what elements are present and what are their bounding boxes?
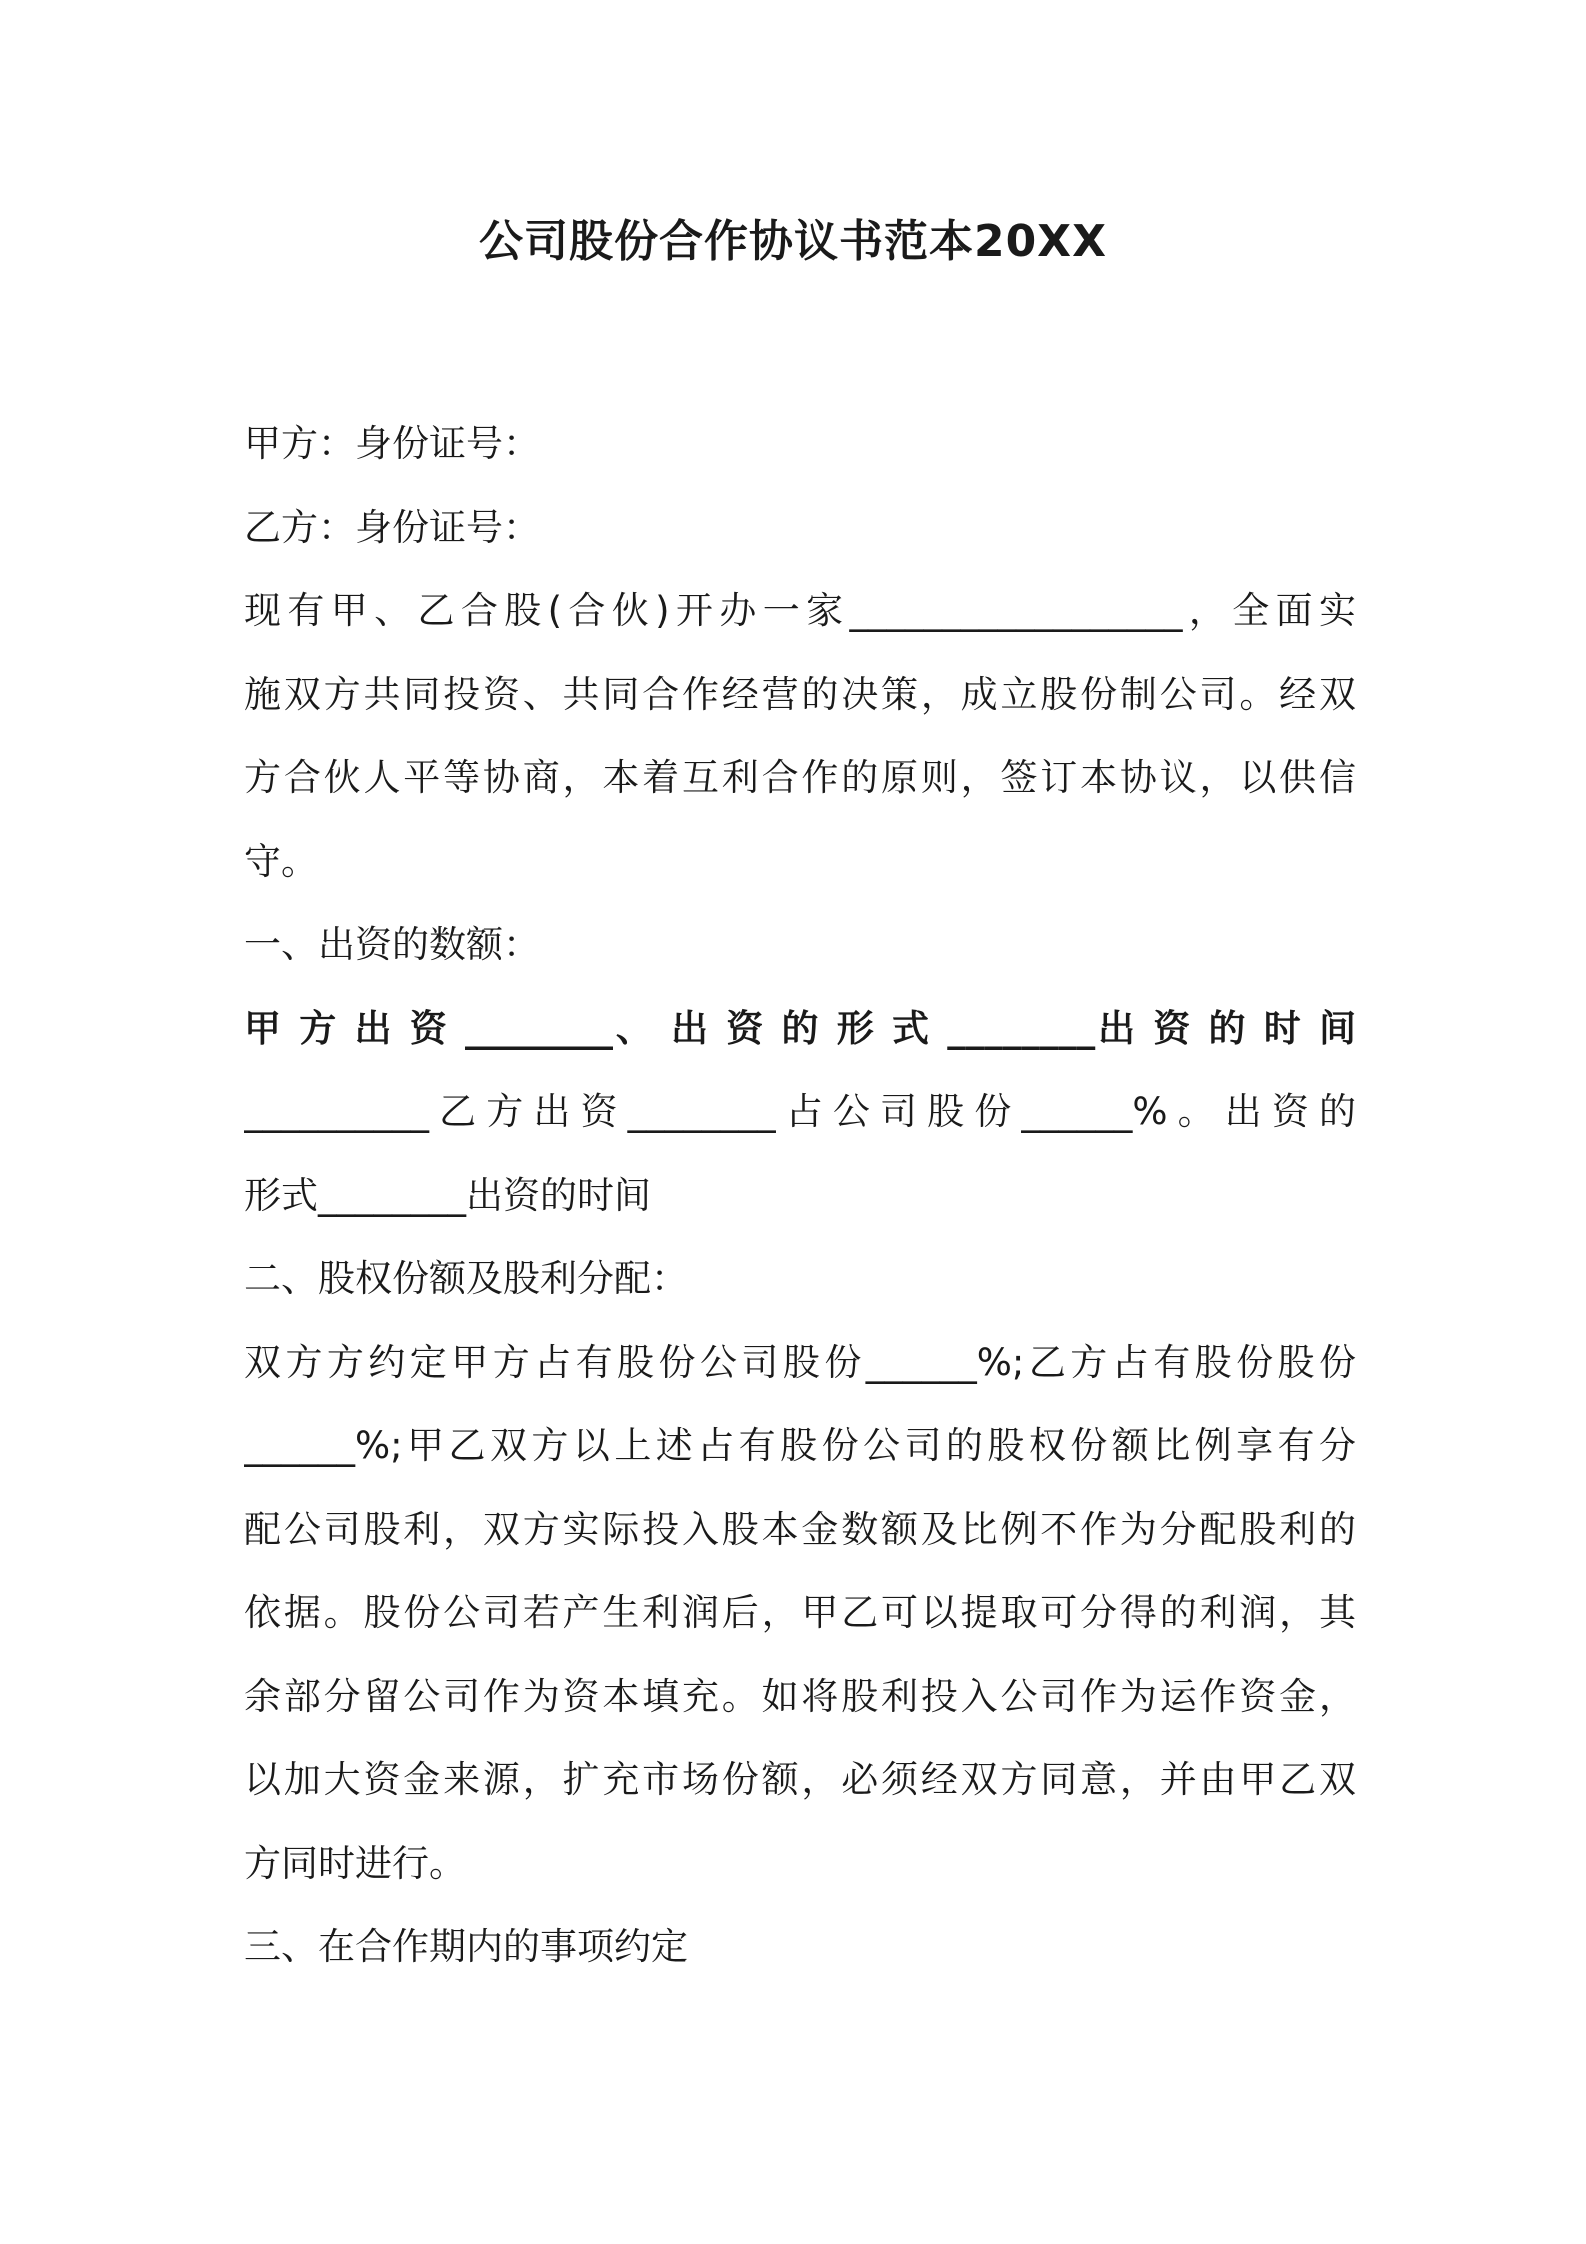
document-title: 公司股份合作协议书范本20XX (478, 216, 1108, 267)
section-2-line-6: 以加大资金来源，扩充市场份额，必须经双方同意，并由甲乙双 (244, 1758, 1356, 1801)
section-1-line-2: __________乙方出资________占公司股份______%。出资的 (244, 1090, 1356, 1133)
party-a-line: 甲方：身份证号： (244, 422, 540, 465)
section-1-heading: 一、出资的数额： (244, 923, 540, 966)
intro-line-4: 守。 (244, 839, 318, 883)
section-2-line-1: 双方方约定甲方占有股份公司股份______%;乙方占有股份股份 (244, 1340, 1356, 1384)
document-body (244, 402, 1356, 1989)
section-2-line-5: 余部分留公司作为资本填充。如将股利投入公司作为运作资金， (244, 1674, 1356, 1718)
section-2-line-7: 方同时进行。 (244, 1841, 466, 1885)
section-2-line-4: 依据。股份公司若产生利润后，甲乙可以提取可分得的利润，其 (244, 1591, 1356, 1634)
party-b-line: 乙方：身份证号： (244, 505, 540, 549)
intro-line-1: 现有甲、乙合股(合伙)开办一家__________________，全面实 (244, 589, 1356, 632)
intro-line-2: 施双方共同投资、共同合作经营的决策，成立股份制公司。经双 (244, 672, 1356, 716)
section-2-line-3: 配公司股利，双方实际投入股本金数额及比例不作为分配股利的 (244, 1507, 1356, 1551)
section-1-line-3: 形式________出资的时间 (244, 1173, 651, 1217)
section-2-line-2: ______%;甲乙双方以上述占有股份公司的股权份额比例享有分 (244, 1424, 1356, 1467)
section-1-line-1: 甲 方 出 资 ________、 出 资 的 形 式 ________出 资 的 时 间 (244, 1006, 1356, 1050)
intro-line-3: 方合伙人平等协商，本着互利合作的原则，签订本协议，以供信 (244, 756, 1356, 799)
section-3-heading: 三、在合作期内的事项约定 (244, 1925, 688, 1968)
section-2-heading: 二、股权份额及股利分配： (244, 1257, 688, 1300)
